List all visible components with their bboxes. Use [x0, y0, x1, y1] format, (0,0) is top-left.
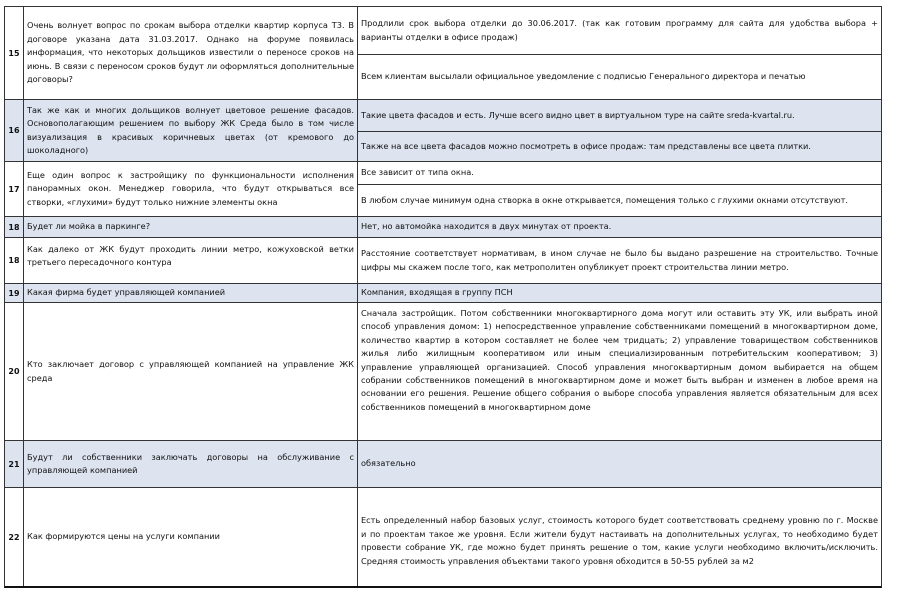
question-text: Еще один вопрос к застройщику по функциональности исполнения панорамных окон. Менеджер говорила, что будут открываться все створки, «глухими» будут только нижние элементы окна [27, 169, 354, 207]
question-text: Как далеко от ЖК будут проходить линии метро, кожуховской ветки третьего пересадочного контура [27, 244, 354, 268]
answer-text: Всем клиентам высылали официальное уведомление с подписью Генерального директора и печатью [361, 71, 806, 82]
answer-text: Сначала застройщик. Потом собственники многоквартирного дома могут или оставить эту УК, или выбрать иной способ управления домом: 1) непосредственное управление собственниками помещений в многоквартирном доме, количество квартир в котором составляет не более чем тридцать; 2) управление товариществом собственников жилья либо жилищным кооперативом или иным специализированным потребительским кооперативом; 3) управление управляющей организацией. Способ управления многоквартирным домом выбирается на общем собрании собственников помещений в многоквартирном доме и может быть выбран и изменен в любое время на основании его решения. Решение общего собрания о выборе способа управления является обязательным для всех собственников помещений в многоквартирном доме [361, 308, 878, 412]
row-number: 18 [5, 217, 24, 237]
question-cell [24, 162, 358, 216]
table-row [5, 7, 881, 100]
question-text: Будут ли собственники заключать договоры на обслуживание с управляющей компанией [27, 451, 354, 475]
answer-column [358, 441, 881, 487]
answer-text: обязательно [361, 458, 416, 469]
row-number: 17 [5, 162, 24, 216]
answer-text: Такие цвета фасадов и есть. Лучше всего видно цвет в виртуальном туре на сайте sreda-kvartal.ru. [361, 109, 795, 120]
answer-cell [358, 131, 881, 161]
answer-column [358, 303, 881, 440]
table-row [5, 238, 881, 284]
answer-text: Нет, но автомойка находится в двух минутах от проекта. [361, 221, 612, 232]
answer-column [358, 488, 881, 586]
question-cell [24, 217, 358, 237]
question-cell [24, 488, 358, 586]
qa-table [4, 6, 882, 588]
answer-column [358, 217, 881, 237]
answer-column [358, 284, 881, 302]
question-cell [24, 100, 358, 161]
answer-cell [358, 441, 881, 487]
answer-text: Есть определенный набор базовых услуг, стоимость которого будет соответствовать среднему уровню по г. Москве и по проектам такое же уровня. Если жители будут настаивать на дополнительных услугах, то необходимо будет провести собрание УК, где можно будет принять решение о том, какие услуги необходимо включить/исключить. Средняя стоимость управления объектами такого уровня обходится в 50-55 рублей за м2 [361, 515, 878, 566]
answer-text: В любом случае минимум одна створка в окне открывается, помещения только с глухими окнами отсутствуют. [361, 194, 848, 205]
answer-cell [358, 303, 881, 440]
question-text: Кто заключает договор с управляющей компанией на управление ЖК среда [27, 359, 354, 383]
answer-text: Расстояние соответствует нормативам, в ином случае не было бы выдано разрешение на строительство. Точные цифры мы скажем после того, как метрополитен опубликует проект строительства линии метро. [361, 248, 878, 272]
question-text: Какая фирма будет управляющей компанией [27, 287, 226, 298]
answer-text: Продлили срок выбора отделки до 30.06.2017. (так как готовим программу для сайта для удобства выбора + варианты отделки в офисе продаж) [361, 18, 878, 42]
row-number: 22 [5, 488, 24, 586]
question-cell [24, 284, 358, 302]
answer-cell [358, 284, 881, 302]
answer-column [358, 100, 881, 161]
answer-cell [358, 488, 881, 586]
row-number: 16 [5, 100, 24, 161]
row-number: 18 [5, 238, 24, 283]
answer-cell [358, 7, 881, 54]
table-row [5, 100, 881, 162]
answer-text: Также на все цвета фасадов можно посмотреть в офисе продаж: там представлены все цвета плитки. [361, 140, 811, 151]
table-row [5, 441, 881, 488]
question-cell [24, 238, 358, 283]
question-text: Как формируются цены на услуги компании [27, 531, 220, 542]
answer-cell [358, 162, 881, 184]
table-row [5, 488, 881, 586]
table-row [5, 162, 881, 217]
question-text: Так же как и многих дольщиков волнует цветовое решение фасадов. Основополагающим решением по выбору ЖК Среда было в том числе визуализация в красивых коричневых цветах (от кремового до шоколадного) [27, 104, 354, 155]
answer-cell [358, 217, 881, 237]
answer-column [358, 238, 881, 283]
question-text: Будет ли мойка в паркинге? [27, 221, 151, 232]
answer-text: Компания, входящая в группу ПСН [361, 287, 513, 298]
row-number: 15 [5, 7, 24, 99]
row-number: 20 [5, 303, 24, 440]
question-text: Очень волнует вопрос по срокам выбора отделки квартир корпуса Т3. В договоре указана дата 31.03.2017. Однако на форуме появилась информация, что некоторых дольщиков известили о переносе сроков на июнь. В связи с переносом сроков будут ли оформляться дополнительные договоры? [27, 20, 354, 85]
table-row [5, 217, 881, 238]
answer-column [358, 7, 881, 99]
answer-text: Все зависит от типа окна. [361, 167, 474, 178]
question-cell [24, 7, 358, 99]
answer-column [358, 162, 881, 216]
question-cell [24, 441, 358, 487]
answer-cell [358, 100, 881, 131]
row-number: 19 [5, 284, 24, 302]
table-row [5, 284, 881, 303]
question-cell [24, 303, 358, 440]
row-number: 21 [5, 441, 24, 487]
table-row [5, 303, 881, 441]
answer-cell [358, 238, 881, 283]
answer-cell [358, 54, 881, 99]
answer-cell [358, 184, 881, 216]
